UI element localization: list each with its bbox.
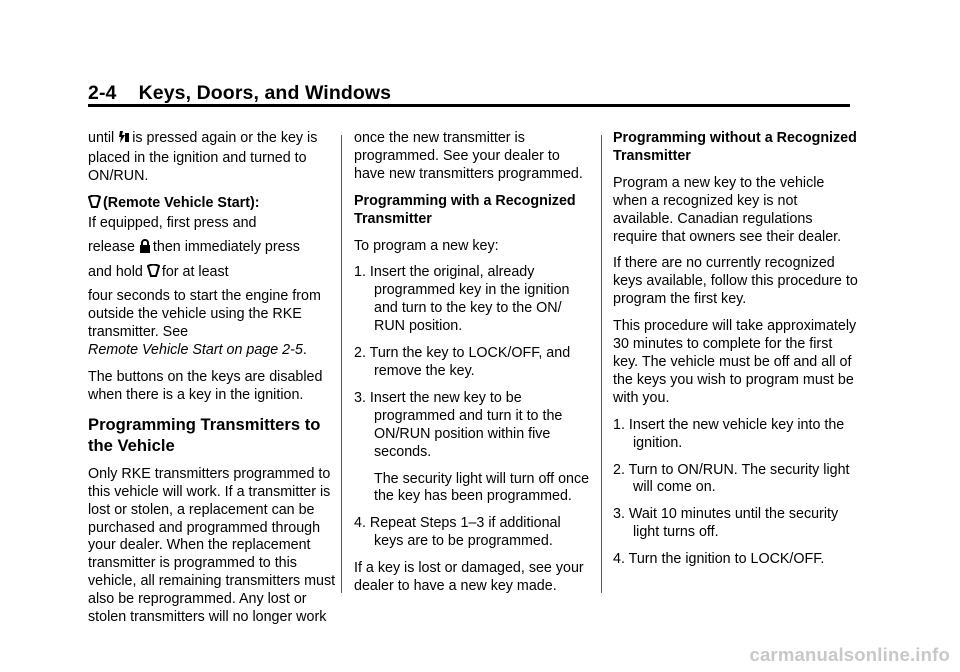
car-panic-icon — [118, 130, 130, 150]
paragraph-buttons: The buttons on the keys are disabled when there is a key in the ignition. — [88, 368, 323, 403]
paragraph-continued: once the new transmitter is programmed. See your dealer to have new transmitters programmed. — [354, 130, 583, 182]
list-item: 1. Insert the original, already programmed key in the ignition and turn to the key to the ON/ RUN position. — [354, 264, 570, 335]
page-number: 2-4 — [88, 82, 117, 104]
column-2 — [354, 130, 594, 605]
paragraph-lost-key: If a key is lost or damaged, see your dealer to have a new key made. — [354, 560, 584, 595]
paragraph-until: until is pressed again or the key is placed in the ignition and turned to ON/RUN. — [88, 130, 318, 184]
section-title: Keys, Doors, and Windows — [138, 82, 392, 104]
list-item-note: The security light will turn off once the key has been programmed. — [374, 470, 590, 505]
remote-start-icon — [88, 195, 101, 215]
paragraph-procedure-time: This procedure will take approximately 30 minutes to complete for the first key. The vehicle must be off and all of the keys you wish to program must be with you. — [613, 318, 857, 406]
column-divider-1 — [341, 135, 342, 593]
watermark: carmanualsonline.info — [749, 644, 950, 665]
page-header — [88, 80, 850, 108]
subheading-without: Programming without a Recognized Transmitter — [613, 130, 857, 164]
column-1 — [88, 130, 336, 636]
list-item: 3. Wait 10 minutes until the security light turns off. — [613, 506, 839, 541]
column-3 — [613, 130, 858, 578]
remote-start-icon — [147, 264, 160, 284]
remote-start-label: (Remote Vehicle Start): — [103, 194, 260, 211]
paragraph-only-rke: Only RKE transmitters programmed to this vehicle will work. If a transmitter is lost or stolen, a replacement can be purchased and programmed through your dealer. When the replacement transmitter is programmed to this vehicle, all remaining transmitters must also be reprogrammed. Any lost or stolen transmitters will no longer work — [88, 465, 336, 626]
list-item: 4. Repeat Steps 1–3 if additional keys are to be programmed. — [354, 515, 561, 550]
column-divider-2 — [601, 135, 602, 593]
header-title — [88, 80, 850, 106]
paragraph-no-recognized: If there are no currently recognized keys available, follow this procedure to program the first key. — [613, 255, 858, 308]
header-rule — [88, 104, 850, 107]
list-item: 3. Insert the new key to be programmed and turn it to the ON/RUN position within five seconds. — [354, 389, 563, 460]
paragraph-intro: To program a new key: — [354, 237, 499, 254]
lock-icon — [139, 239, 151, 259]
list-item: 1. Insert the new vehicle key into the ignition. — [613, 416, 845, 451]
paragraph-program-new: Program a new key to the vehicle when a recognized key is not available. Canadian regulations require that owners see their dealer. — [613, 174, 842, 245]
subheading-recognized: Programming with a Recognized Transmitter — [354, 192, 576, 227]
section-heading: Programming Transmitters to the Vehicle — [88, 414, 321, 455]
list-item: 2. Turn to ON/RUN. The security light will come on. — [613, 461, 850, 496]
list-item: 4. Turn the ignition to LOCK/OFF. — [613, 551, 825, 568]
paragraph-remote-start: (Remote Vehicle Start): If equipped, first press and release then immediately press and hold for at least four seconds to start the engine from outside the vehicle using the RKE transmitter. See Remote Vehicle Start on page 2-5. — [88, 194, 321, 359]
list-item: 2. Turn the key to LOCK/OFF, and remove the key. — [354, 345, 571, 379]
cross-reference: Remote Vehicle Start on page 2-5 — [88, 342, 303, 359]
